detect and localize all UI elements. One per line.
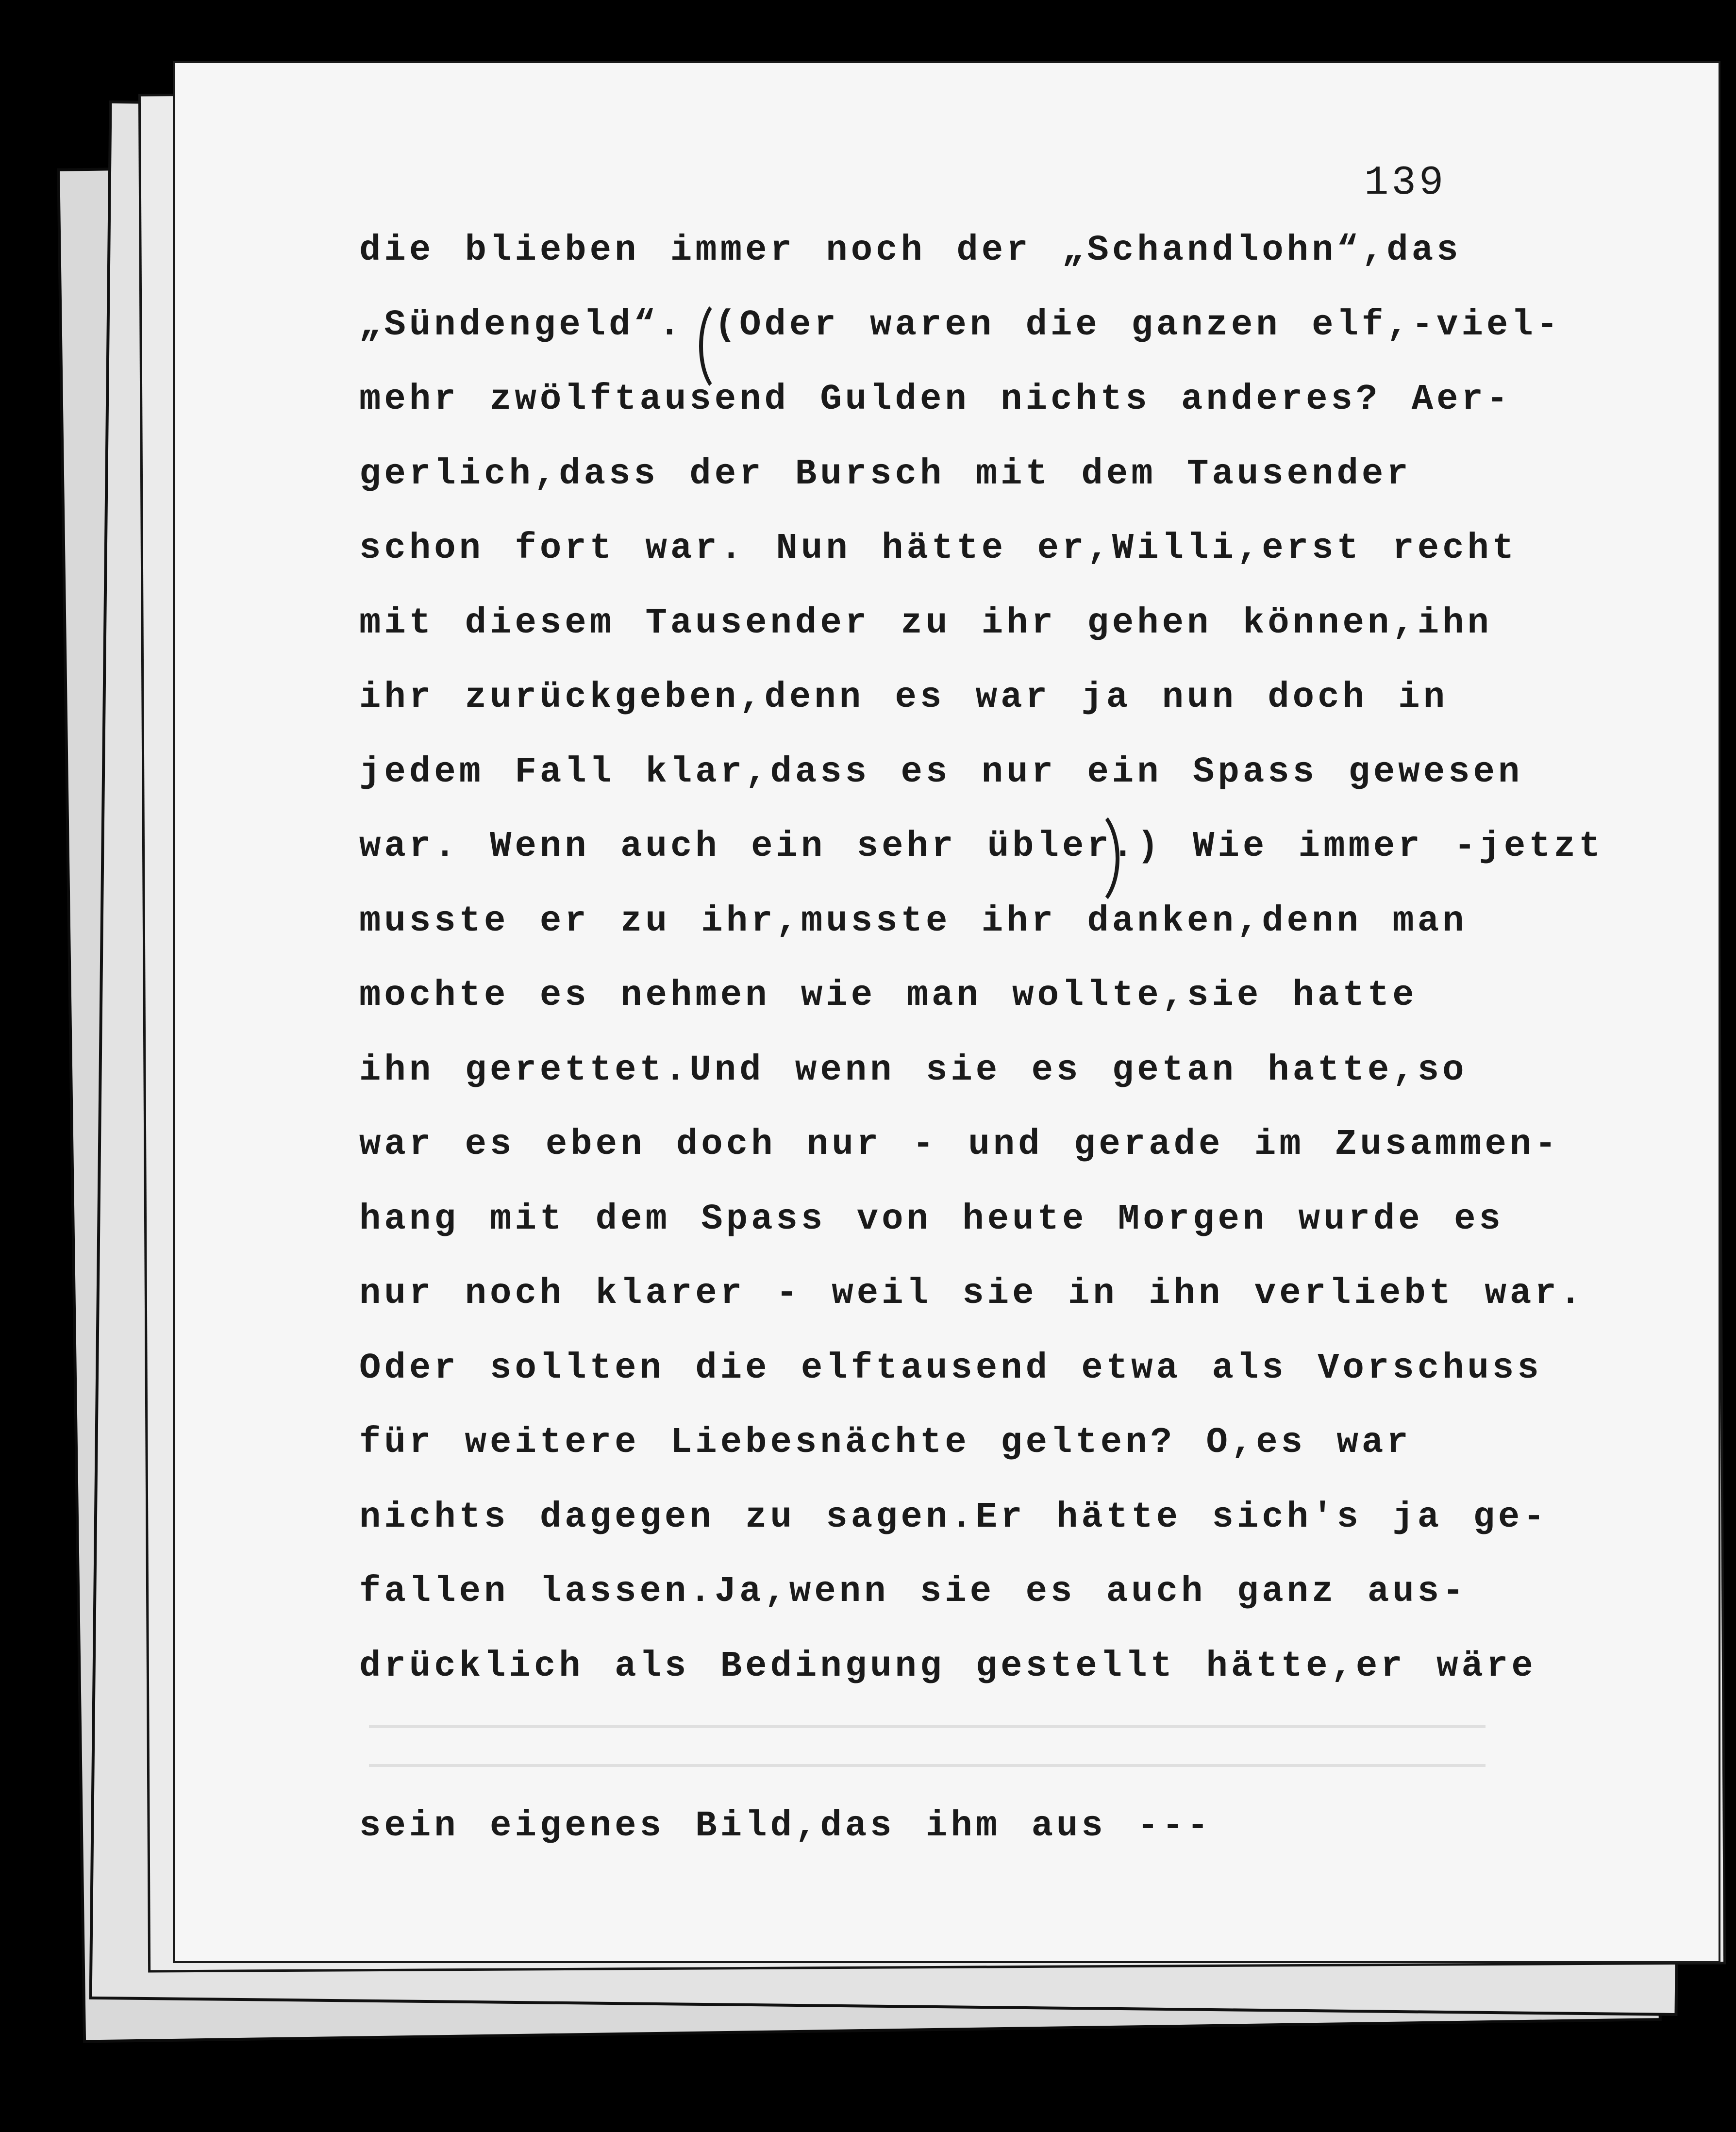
text-line: war. Wenn auch ein sehr übler.) Wie immer -jetzt — [359, 826, 1604, 867]
text-line: mochte es nehmen wie man wollte,sie hatte — [359, 975, 1418, 1016]
text-line: ihn gerettet.Und wenn sie es getan hatte,so — [359, 1049, 1468, 1091]
text-line: ihr zurückgeben,denn es war ja nun doch in — [359, 677, 1449, 718]
page-number: 139 — [1364, 160, 1447, 206]
text-line: musste er zu ihr,musste ihr danken,denn man — [359, 900, 1468, 942]
text-line: war es eben doch nur - und gerade im Zusammen- — [359, 1124, 1560, 1165]
typed-text-block — [359, 214, 1699, 1704]
show-through-text — [369, 1718, 1486, 1796]
text-line: „Sündengeld“. (Oder waren die ganzen elf,-viel- — [359, 304, 1562, 346]
handwritten-open-bracket — [699, 296, 751, 396]
text-line: fallen lassen.Ja,wenn sie es auch ganz aus- — [359, 1571, 1468, 1612]
final-text-line: sein eigenes Bild,das ihm aus --- — [359, 1806, 1212, 1847]
text-line: die blieben immer noch der „Schandlohn“,das — [359, 230, 1462, 271]
text-line: mehr zwölftausend Gulden nichts anderes? Aer- — [359, 379, 1512, 420]
text-line: für weitere Liebesnächte gelten? O,es war — [359, 1422, 1412, 1463]
text-line: mit diesem Tausender zu ihr gehen können,ihn — [359, 602, 1492, 644]
text-line: schon fort war. Nun hätte er,Willi,erst recht — [359, 528, 1518, 569]
text-line: nur noch klarer - weil sie in ihn verliebt war. — [359, 1273, 1585, 1314]
text-line: hang mit dem Spass von heute Morgen wurde es — [359, 1199, 1504, 1240]
handwritten-close-bracket — [1058, 806, 1119, 911]
text-line: gerlich,dass der Bursch mit dem Tausender — [359, 453, 1412, 495]
text-line: drücklich als Bedingung gestellt hätte,er wäre — [359, 1646, 1536, 1687]
text-line: nichts dagegen zu sagen.Er hätte sich's ja ge- — [359, 1497, 1548, 1538]
text-line: jedem Fall klar,dass es nur ein Spass gewesen — [359, 751, 1523, 793]
text-line: Oder sollten die elftausend etwa als Vorschuss — [359, 1348, 1542, 1389]
